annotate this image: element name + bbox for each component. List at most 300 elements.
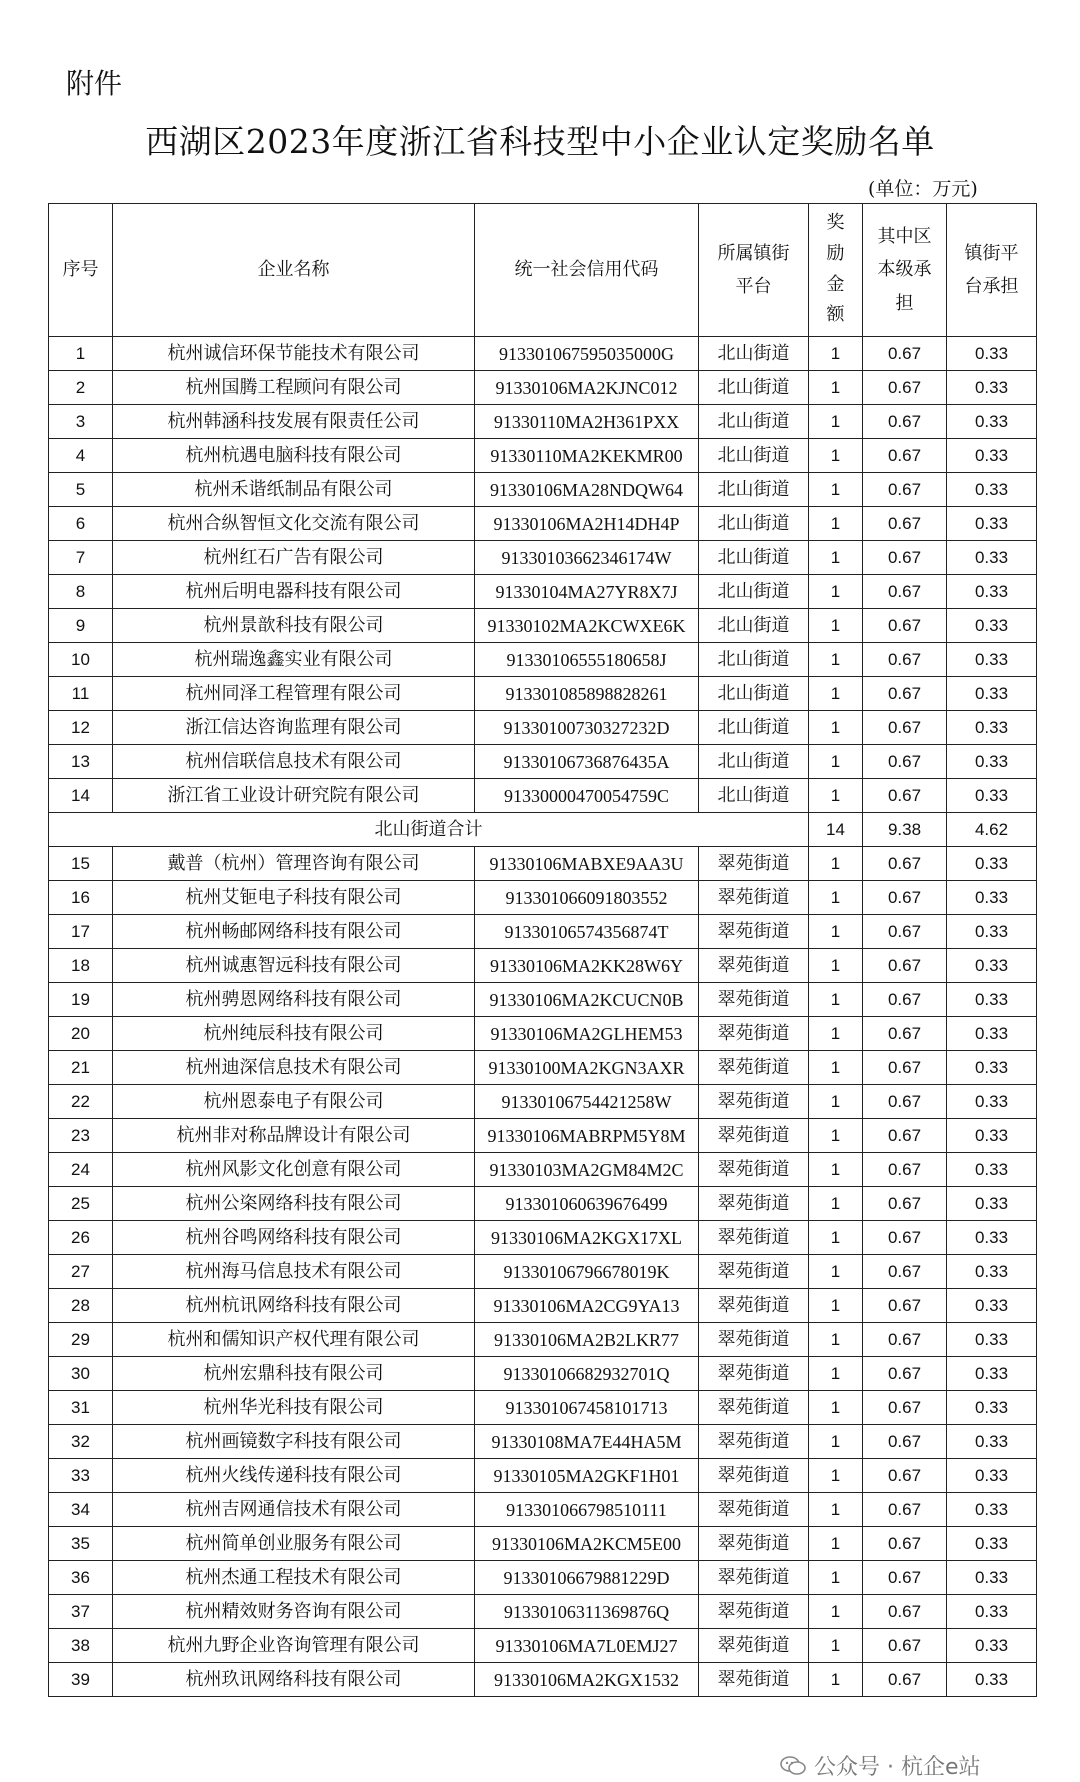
cell-seq: 20: [49, 1017, 113, 1051]
cell-seq: 6: [49, 507, 113, 541]
cell-seq: 21: [49, 1051, 113, 1085]
table-row: [49, 745, 1037, 779]
cell-company-name: 杭州非对称品牌设计有限公司: [113, 1119, 475, 1153]
cell-district-share: 0.67: [863, 1289, 947, 1323]
table-row: [49, 643, 1037, 677]
cell-seq: 37: [49, 1595, 113, 1629]
cell-platform: 翠苑街道: [699, 881, 809, 915]
table-row: [49, 371, 1037, 405]
cell-district-share: 0.67: [863, 1255, 947, 1289]
subtotal-street: 4.62: [947, 813, 1037, 847]
cell-company-name: 杭州景歆科技有限公司: [113, 609, 475, 643]
cell-amount: 1: [809, 1289, 863, 1323]
cell-street-share: 0.33: [947, 1221, 1037, 1255]
cell-credit-code: 91330104MA27YR8X7J: [475, 575, 699, 609]
table-row: [49, 439, 1037, 473]
cell-credit-code: 91330103MA2GM84M2C: [475, 1153, 699, 1187]
cell-credit-code: 91330106MA2KGX1532: [475, 1663, 699, 1697]
cell-district-share: 0.67: [863, 575, 947, 609]
cell-credit-code: 91330110MA2KEKMR00: [475, 439, 699, 473]
cell-seq: 19: [49, 983, 113, 1017]
cell-district-share: 0.67: [863, 1663, 947, 1697]
cell-company-name: 杭州画镜数字科技有限公司: [113, 1425, 475, 1459]
cell-platform: 翠苑街道: [699, 1085, 809, 1119]
cell-amount: 1: [809, 1357, 863, 1391]
cell-district-share: 0.67: [863, 745, 947, 779]
cell-seq: 2: [49, 371, 113, 405]
cell-platform: 翠苑街道: [699, 1561, 809, 1595]
watermark-text: 公众号 · 杭企e站: [814, 1755, 981, 1780]
cell-credit-code: 913301067595035000G: [475, 337, 699, 371]
cell-platform: 翠苑街道: [699, 1663, 809, 1697]
cell-platform: 翠苑街道: [699, 915, 809, 949]
cell-company-name: 杭州信联信息技术有限公司: [113, 745, 475, 779]
cell-credit-code: 91330106MA2KCUCN0B: [475, 983, 699, 1017]
cell-amount: 1: [809, 779, 863, 813]
table-row: [49, 575, 1037, 609]
cell-platform: 北山街道: [699, 371, 809, 405]
cell-district-share: 0.67: [863, 1357, 947, 1391]
cell-credit-code: 91330106311369876Q: [475, 1595, 699, 1629]
cell-credit-code: 913301066091803552: [475, 881, 699, 915]
cell-seq: 26: [49, 1221, 113, 1255]
cell-street-share: 0.33: [947, 1051, 1037, 1085]
cell-district-share: 0.67: [863, 1459, 947, 1493]
cell-credit-code: 91330100MA2KGN3AXR: [475, 1051, 699, 1085]
cell-credit-code: 91330106555180658J: [475, 643, 699, 677]
cell-seq: 4: [49, 439, 113, 473]
header-amount: 奖励金额: [809, 204, 863, 337]
cell-seq: 15: [49, 847, 113, 881]
cell-district-share: 0.67: [863, 1323, 947, 1357]
cell-amount: 1: [809, 847, 863, 881]
cell-company-name: 杭州精效财务咨询有限公司: [113, 1595, 475, 1629]
header-credit-code: 统一社会信用代码: [475, 204, 699, 337]
cell-platform: 北山街道: [699, 541, 809, 575]
cell-district-share: 0.67: [863, 1595, 947, 1629]
cell-district-share: 0.67: [863, 1391, 947, 1425]
cell-amount: 1: [809, 1085, 863, 1119]
cell-company-name: 杭州和儒知识产权代理有限公司: [113, 1323, 475, 1357]
cell-street-share: 0.33: [947, 1119, 1037, 1153]
header-district-share: 其中区本级承担: [863, 204, 947, 337]
cell-amount: 1: [809, 439, 863, 473]
table-row: [49, 1017, 1037, 1051]
cell-district-share: 0.67: [863, 371, 947, 405]
cell-street-share: 0.33: [947, 541, 1037, 575]
cell-district-share: 0.67: [863, 711, 947, 745]
cell-amount: 1: [809, 473, 863, 507]
cell-street-share: 0.33: [947, 507, 1037, 541]
cell-seq: 39: [49, 1663, 113, 1697]
cell-street-share: 0.33: [947, 1255, 1037, 1289]
cell-district-share: 0.67: [863, 1153, 947, 1187]
cell-street-share: 0.33: [947, 1391, 1037, 1425]
cell-street-share: 0.33: [947, 1323, 1037, 1357]
cell-street-share: 0.33: [947, 609, 1037, 643]
table-row: [49, 473, 1037, 507]
page-title: 西湖区2023年度浙江省科技型中小企业认定奖励名单: [145, 122, 935, 161]
cell-district-share: 0.67: [863, 1527, 947, 1561]
cell-platform: 翠苑街道: [699, 1187, 809, 1221]
cell-amount: 1: [809, 507, 863, 541]
cell-street-share: 0.33: [947, 1425, 1037, 1459]
cell-company-name: 杭州畅邮网络科技有限公司: [113, 915, 475, 949]
cell-company-name: 杭州韩涵科技发展有限责任公司: [113, 405, 475, 439]
cell-platform: 北山街道: [699, 745, 809, 779]
cell-credit-code: 91330106MA2KK28W6Y: [475, 949, 699, 983]
table-row: [49, 337, 1037, 371]
cell-seq: 23: [49, 1119, 113, 1153]
cell-district-share: 0.67: [863, 1221, 947, 1255]
table-row: [49, 1187, 1037, 1221]
header-seq: 序号: [49, 204, 113, 337]
cell-amount: 1: [809, 1561, 863, 1595]
cell-company-name: 杭州诚惠智远科技有限公司: [113, 949, 475, 983]
cell-credit-code: 91330110MA2H361PXX: [475, 405, 699, 439]
watermark: [780, 1750, 981, 1781]
cell-street-share: 0.33: [947, 1493, 1037, 1527]
cell-credit-code: 91330103662346174W: [475, 541, 699, 575]
cell-company-name: 杭州谷鸣网络科技有限公司: [113, 1221, 475, 1255]
cell-amount: 1: [809, 949, 863, 983]
cell-amount: 1: [809, 1187, 863, 1221]
cell-seq: 38: [49, 1629, 113, 1663]
cell-street-share: 0.33: [947, 643, 1037, 677]
cell-street-share: 0.33: [947, 337, 1037, 371]
table-row: [49, 1527, 1037, 1561]
cell-seq: 14: [49, 779, 113, 813]
cell-credit-code: 91330106MA7L0EMJ27: [475, 1629, 699, 1663]
cell-amount: 1: [809, 575, 863, 609]
cell-district-share: 0.67: [863, 1493, 947, 1527]
cell-platform: 翠苑街道: [699, 1527, 809, 1561]
cell-company-name: 杭州杰通工程技术有限公司: [113, 1561, 475, 1595]
cell-seq: 3: [49, 405, 113, 439]
table-row: [49, 1459, 1037, 1493]
table-header-row: [49, 204, 1037, 337]
table-row: [49, 711, 1037, 745]
table-row: [49, 779, 1037, 813]
cell-company-name: 浙江信达咨询监理有限公司: [113, 711, 475, 745]
table-row: [49, 1425, 1037, 1459]
cell-credit-code: 91330106736876435A: [475, 745, 699, 779]
cell-street-share: 0.33: [947, 677, 1037, 711]
table-row: [49, 541, 1037, 575]
cell-credit-code: 91330106754421258W: [475, 1085, 699, 1119]
cell-district-share: 0.67: [863, 1425, 947, 1459]
cell-street-share: 0.33: [947, 575, 1037, 609]
cell-street-share: 0.33: [947, 1527, 1037, 1561]
cell-credit-code: 91330106MA2GLHEM53: [475, 1017, 699, 1051]
table-row: [49, 1493, 1037, 1527]
cell-platform: 翠苑街道: [699, 1493, 809, 1527]
wechat-icon: [780, 1756, 806, 1776]
cell-street-share: 0.33: [947, 439, 1037, 473]
cell-credit-code: 91330106682932701Q: [475, 1357, 699, 1391]
cell-seq: 1: [49, 337, 113, 371]
cell-district-share: 0.67: [863, 337, 947, 371]
cell-district-share: 0.67: [863, 847, 947, 881]
cell-credit-code: 913301060639676499: [475, 1187, 699, 1221]
cell-amount: 1: [809, 1595, 863, 1629]
cell-seq: 28: [49, 1289, 113, 1323]
cell-company-name: 杭州简单创业服务有限公司: [113, 1527, 475, 1561]
cell-seq: 30: [49, 1357, 113, 1391]
cell-district-share: 0.67: [863, 983, 947, 1017]
table-row: [49, 915, 1037, 949]
cell-amount: 1: [809, 405, 863, 439]
cell-seq: 17: [49, 915, 113, 949]
cell-street-share: 0.33: [947, 1561, 1037, 1595]
cell-company-name: 杭州九野企业咨询管理有限公司: [113, 1629, 475, 1663]
cell-amount: 1: [809, 1323, 863, 1357]
cell-credit-code: 91330106679881229D: [475, 1561, 699, 1595]
cell-platform: 北山街道: [699, 609, 809, 643]
cell-credit-code: 91330106MABXE9AA3U: [475, 847, 699, 881]
cell-platform: 北山街道: [699, 677, 809, 711]
cell-platform: 翠苑街道: [699, 983, 809, 1017]
cell-platform: 北山街道: [699, 337, 809, 371]
cell-amount: 1: [809, 371, 863, 405]
cell-amount: 1: [809, 643, 863, 677]
cell-seq: 10: [49, 643, 113, 677]
cell-company-name: 浙江省工业设计研究院有限公司: [113, 779, 475, 813]
cell-company-name: 杭州禾谐纸制品有限公司: [113, 473, 475, 507]
cell-amount: 1: [809, 915, 863, 949]
cell-street-share: 0.33: [947, 1017, 1037, 1051]
subtotal-row: [49, 813, 1037, 847]
cell-district-share: 0.67: [863, 507, 947, 541]
table-row: [49, 983, 1037, 1017]
cell-credit-code: 91330106MA2KJNC012: [475, 371, 699, 405]
cell-amount: 1: [809, 1391, 863, 1425]
cell-district-share: 0.67: [863, 1119, 947, 1153]
cell-platform: 北山街道: [699, 643, 809, 677]
cell-district-share: 0.67: [863, 439, 947, 473]
cell-company-name: 戴普（杭州）管理咨询有限公司: [113, 847, 475, 881]
cell-platform: 翠苑街道: [699, 1221, 809, 1255]
cell-street-share: 0.33: [947, 779, 1037, 813]
cell-district-share: 0.67: [863, 677, 947, 711]
cell-street-share: 0.33: [947, 915, 1037, 949]
cell-company-name: 杭州红石广告有限公司: [113, 541, 475, 575]
table-row: [49, 1391, 1037, 1425]
cell-platform: 翠苑街道: [699, 1323, 809, 1357]
cell-credit-code: 91330102MA2KCWXE6K: [475, 609, 699, 643]
cell-seq: 12: [49, 711, 113, 745]
cell-company-name: 杭州国腾工程顾问有限公司: [113, 371, 475, 405]
table-row: [49, 949, 1037, 983]
cell-street-share: 0.33: [947, 1629, 1037, 1663]
cell-platform: 翠苑街道: [699, 1255, 809, 1289]
cell-seq: 11: [49, 677, 113, 711]
cell-street-share: 0.33: [947, 371, 1037, 405]
award-table: [48, 203, 1037, 1697]
cell-platform: 北山街道: [699, 473, 809, 507]
cell-amount: 1: [809, 609, 863, 643]
cell-amount: 1: [809, 1629, 863, 1663]
attachment-label: 附件: [66, 67, 123, 100]
cell-seq: 16: [49, 881, 113, 915]
cell-credit-code: 91330106MABRPM5Y8M: [475, 1119, 699, 1153]
table-row: [49, 1085, 1037, 1119]
cell-seq: 35: [49, 1527, 113, 1561]
cell-district-share: 0.67: [863, 915, 947, 949]
subtotal-label: 北山街道合计: [49, 813, 809, 847]
cell-street-share: 0.33: [947, 1595, 1037, 1629]
cell-credit-code: 913301066798510111: [475, 1493, 699, 1527]
table-row: [49, 1119, 1037, 1153]
cell-seq: 9: [49, 609, 113, 643]
cell-credit-code: 913301085898828261: [475, 677, 699, 711]
cell-company-name: 杭州玖讯网络科技有限公司: [113, 1663, 475, 1697]
cell-platform: 翠苑街道: [699, 1357, 809, 1391]
cell-platform: 翠苑街道: [699, 847, 809, 881]
cell-seq: 22: [49, 1085, 113, 1119]
cell-seq: 34: [49, 1493, 113, 1527]
cell-seq: 27: [49, 1255, 113, 1289]
cell-street-share: 0.33: [947, 745, 1037, 779]
cell-amount: 1: [809, 1119, 863, 1153]
cell-company-name: 杭州火线传递科技有限公司: [113, 1459, 475, 1493]
unit-note: (单位：万元): [868, 178, 978, 200]
cell-street-share: 0.33: [947, 405, 1037, 439]
cell-credit-code: 91330105MA2GKF1H01: [475, 1459, 699, 1493]
subtotal-district: 9.38: [863, 813, 947, 847]
cell-street-share: 0.33: [947, 881, 1037, 915]
cell-company-name: 杭州公栥网络科技有限公司: [113, 1187, 475, 1221]
table-row: [49, 847, 1037, 881]
table-row: [49, 1221, 1037, 1255]
cell-district-share: 0.67: [863, 643, 947, 677]
cell-platform: 翠苑街道: [699, 1629, 809, 1663]
cell-seq: 36: [49, 1561, 113, 1595]
cell-district-share: 0.67: [863, 881, 947, 915]
cell-platform: 北山街道: [699, 439, 809, 473]
cell-credit-code: 913301067458101713: [475, 1391, 699, 1425]
cell-credit-code: 91330106MA2CG9YA13: [475, 1289, 699, 1323]
cell-company-name: 杭州海马信息技术有限公司: [113, 1255, 475, 1289]
cell-district-share: 0.67: [863, 1561, 947, 1595]
cell-company-name: 杭州风影文化创意有限公司: [113, 1153, 475, 1187]
cell-seq: 33: [49, 1459, 113, 1493]
cell-street-share: 0.33: [947, 1663, 1037, 1697]
cell-company-name: 杭州合纵智恒文化交流有限公司: [113, 507, 475, 541]
cell-street-share: 0.33: [947, 1289, 1037, 1323]
cell-company-name: 杭州迪深信息技术有限公司: [113, 1051, 475, 1085]
cell-district-share: 0.67: [863, 1085, 947, 1119]
cell-platform: 翠苑街道: [699, 1459, 809, 1493]
cell-platform: 翠苑街道: [699, 1289, 809, 1323]
cell-platform: 北山街道: [699, 507, 809, 541]
cell-street-share: 0.33: [947, 1187, 1037, 1221]
cell-seq: 29: [49, 1323, 113, 1357]
header-street-share: 镇街平台承担: [947, 204, 1037, 337]
cell-amount: 1: [809, 1493, 863, 1527]
cell-platform: 翠苑街道: [699, 1017, 809, 1051]
cell-platform: 翠苑街道: [699, 1391, 809, 1425]
cell-credit-code: 91330106MA2KGX17XL: [475, 1221, 699, 1255]
cell-amount: 1: [809, 983, 863, 1017]
cell-company-name: 杭州恩泰电子有限公司: [113, 1085, 475, 1119]
cell-district-share: 0.67: [863, 1017, 947, 1051]
cell-seq: 5: [49, 473, 113, 507]
cell-district-share: 0.67: [863, 1187, 947, 1221]
cell-seq: 13: [49, 745, 113, 779]
cell-district-share: 0.67: [863, 405, 947, 439]
table-row: [49, 1663, 1037, 1697]
cell-platform: 翠苑街道: [699, 1425, 809, 1459]
cell-district-share: 0.67: [863, 473, 947, 507]
cell-company-name: 杭州吉网通信技术有限公司: [113, 1493, 475, 1527]
subtotal-amount: 14: [809, 813, 863, 847]
table-row: [49, 1289, 1037, 1323]
cell-seq: 7: [49, 541, 113, 575]
cell-company-name: 杭州宏鼎科技有限公司: [113, 1357, 475, 1391]
cell-seq: 25: [49, 1187, 113, 1221]
cell-amount: 1: [809, 1153, 863, 1187]
cell-street-share: 0.33: [947, 847, 1037, 881]
cell-company-name: 杭州诚信环保节能技术有限公司: [113, 337, 475, 371]
cell-street-share: 0.33: [947, 711, 1037, 745]
cell-amount: 1: [809, 677, 863, 711]
cell-company-name: 杭州华光科技有限公司: [113, 1391, 475, 1425]
table-row: [49, 677, 1037, 711]
header-company-name: 企业名称: [113, 204, 475, 337]
cell-credit-code: 91330100730327232D: [475, 711, 699, 745]
cell-seq: 8: [49, 575, 113, 609]
cell-seq: 24: [49, 1153, 113, 1187]
table-row: [49, 1051, 1037, 1085]
cell-credit-code: 91330106574356874T: [475, 915, 699, 949]
table-body: [49, 337, 1037, 1697]
cell-district-share: 0.67: [863, 1629, 947, 1663]
cell-amount: 1: [809, 1459, 863, 1493]
cell-company-name: 杭州瑞逸鑫实业有限公司: [113, 643, 475, 677]
cell-company-name: 杭州艾钷电子科技有限公司: [113, 881, 475, 915]
cell-street-share: 0.33: [947, 949, 1037, 983]
cell-amount: 1: [809, 1255, 863, 1289]
cell-amount: 1: [809, 881, 863, 915]
cell-amount: 1: [809, 1017, 863, 1051]
table-row: [49, 1357, 1037, 1391]
cell-platform: 北山街道: [699, 405, 809, 439]
cell-street-share: 0.33: [947, 1153, 1037, 1187]
cell-seq: 32: [49, 1425, 113, 1459]
cell-amount: 1: [809, 1425, 863, 1459]
cell-company-name: 杭州杭讯网络科技有限公司: [113, 1289, 475, 1323]
cell-street-share: 0.33: [947, 1459, 1037, 1493]
cell-platform: 北山街道: [699, 711, 809, 745]
cell-platform: 翠苑街道: [699, 1051, 809, 1085]
cell-credit-code: 91330106MA2B2LKR77: [475, 1323, 699, 1357]
cell-platform: 翠苑街道: [699, 1119, 809, 1153]
cell-company-name: 杭州杭遇电脑科技有限公司: [113, 439, 475, 473]
cell-platform: 北山街道: [699, 575, 809, 609]
cell-seq: 31: [49, 1391, 113, 1425]
cell-amount: 1: [809, 1663, 863, 1697]
table-row: [49, 1153, 1037, 1187]
table-row: [49, 507, 1037, 541]
cell-district-share: 0.67: [863, 779, 947, 813]
cell-amount: 1: [809, 745, 863, 779]
cell-company-name: 杭州骋恩网络科技有限公司: [113, 983, 475, 1017]
cell-credit-code: 91330106MA2KCM5E00: [475, 1527, 699, 1561]
cell-company-name: 杭州同泽工程管理有限公司: [113, 677, 475, 711]
cell-amount: 1: [809, 1221, 863, 1255]
header-platform: 所属镇街平台: [699, 204, 809, 337]
